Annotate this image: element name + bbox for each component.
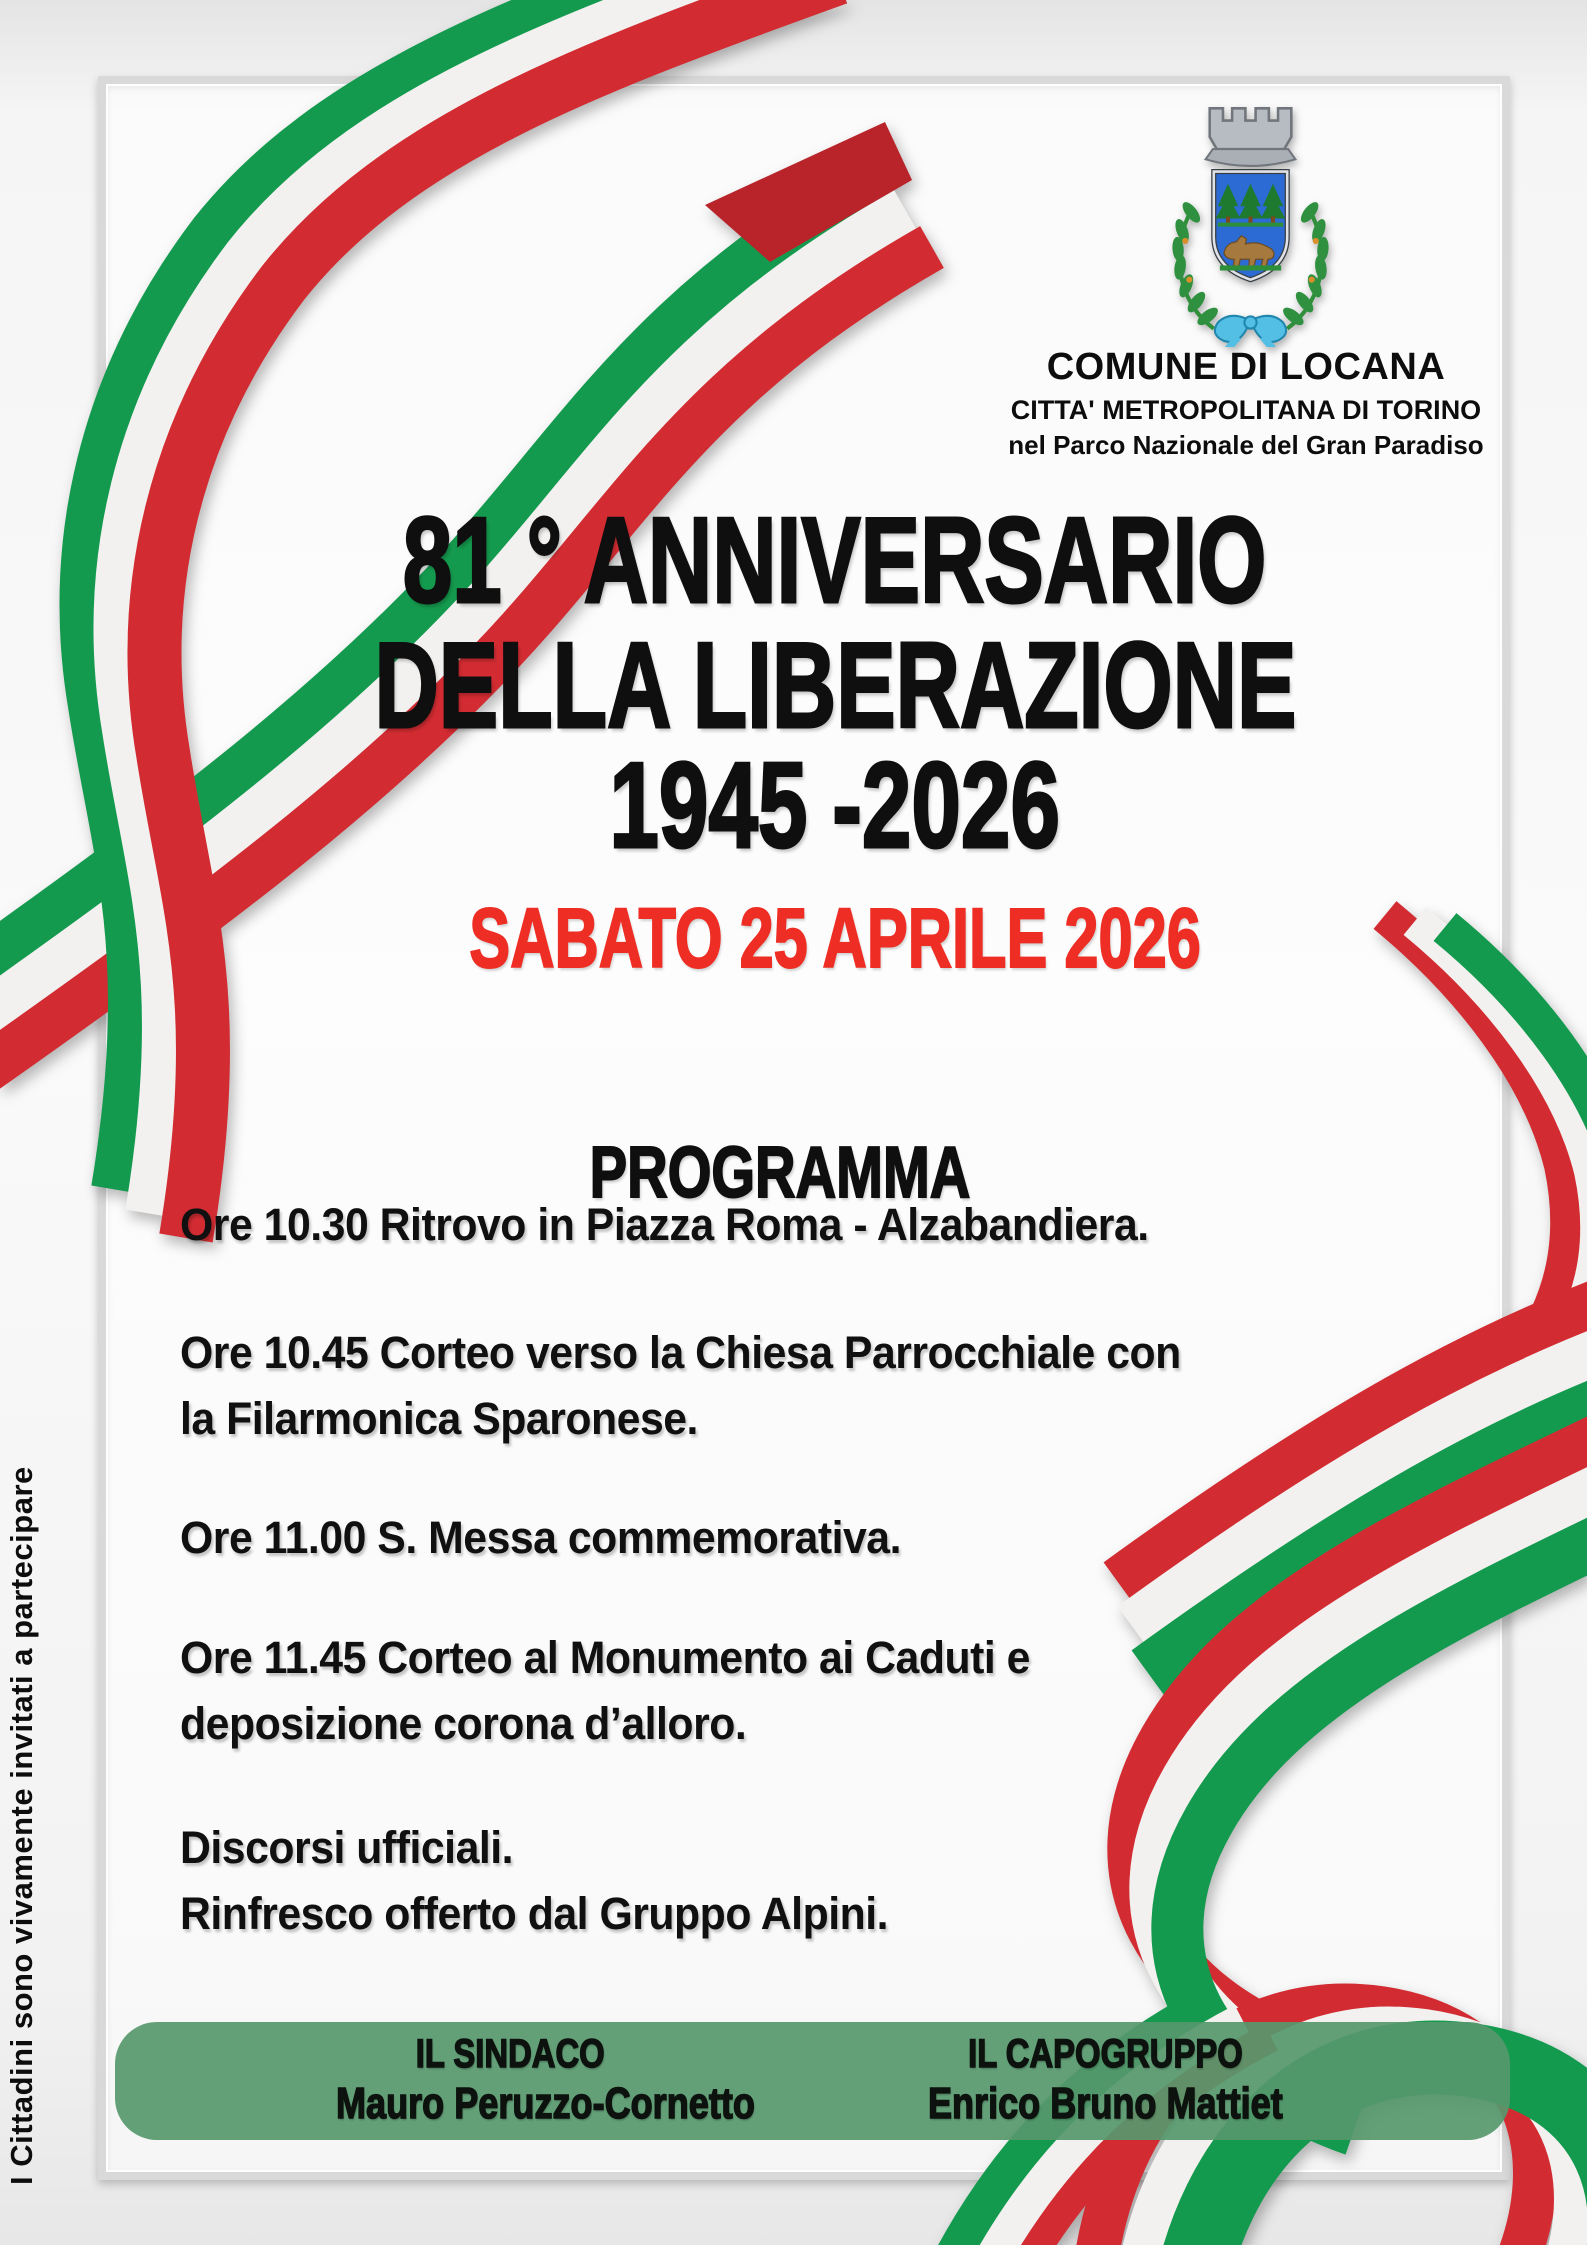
program-item: Discorsi ufficiali.	[180, 1822, 514, 1873]
municipality-name: COMUNE DI LOCANA	[1046, 346, 1446, 388]
signatures-bar	[115, 2022, 1510, 2140]
title-line-1: 81 ° ANNIVERSARIO	[403, 492, 1267, 628]
event-date: SABATO 25 APRILE 2026	[469, 891, 1201, 985]
municipality-subtitle: CITTA' METROPOLITANA DI TORINO	[1010, 395, 1482, 425]
municipality-subtitle-2: nel Parco Nazionale del Gran Paradiso	[1008, 430, 1484, 460]
program-item: Ore 10.30 Ritrovo in Piazza Roma - Alzabandiera.	[180, 1199, 1149, 1250]
program-heading: PROGRAMMA	[589, 1133, 971, 1213]
side-invitation-note: I Cittadini sono vivamente invitati a partecipare	[4, 1466, 39, 2185]
program-item: Ore 11.00 S. Messa commemorativa.	[180, 1512, 901, 1563]
program-item: deposizione corona d’alloro.	[180, 1698, 747, 1749]
group-leader-name: Enrico Bruno Mattiet	[927, 2079, 1283, 2128]
mural-crown-icon	[1206, 108, 1296, 166]
ribbon-bow-icon	[1215, 316, 1286, 347]
municipal-coat-of-arms	[1148, 92, 1353, 347]
program-item: la Filarmonica Sparonese.	[180, 1393, 698, 1444]
municipality-header	[1000, 346, 1492, 461]
mayor-signature	[290, 2022, 755, 2129]
title-line-2: DELLA LIBERAZIONE	[374, 617, 1296, 753]
fir-trees-icon	[1216, 184, 1285, 224]
program-item: Rinfresco offerto dal Gruppo Alpini.	[180, 1888, 889, 1939]
group-leader-signature	[885, 2022, 1325, 2129]
mayor-role: IL SINDACO	[415, 2032, 605, 2076]
title-line-3: 1945 -2026	[609, 737, 1061, 873]
shield-icon	[1214, 172, 1287, 280]
mayor-name: Mauro Peruzzo-Cornetto	[335, 2079, 755, 2128]
group-leader-role: IL CAPOGRUPPO	[967, 2032, 1243, 2076]
program-item: Ore 10.45 Corteo verso la Chiesa Parrocchiale con	[180, 1327, 1181, 1378]
program-item: Ore 11.45 Corteo al Monumento ai Caduti e	[180, 1632, 1030, 1683]
